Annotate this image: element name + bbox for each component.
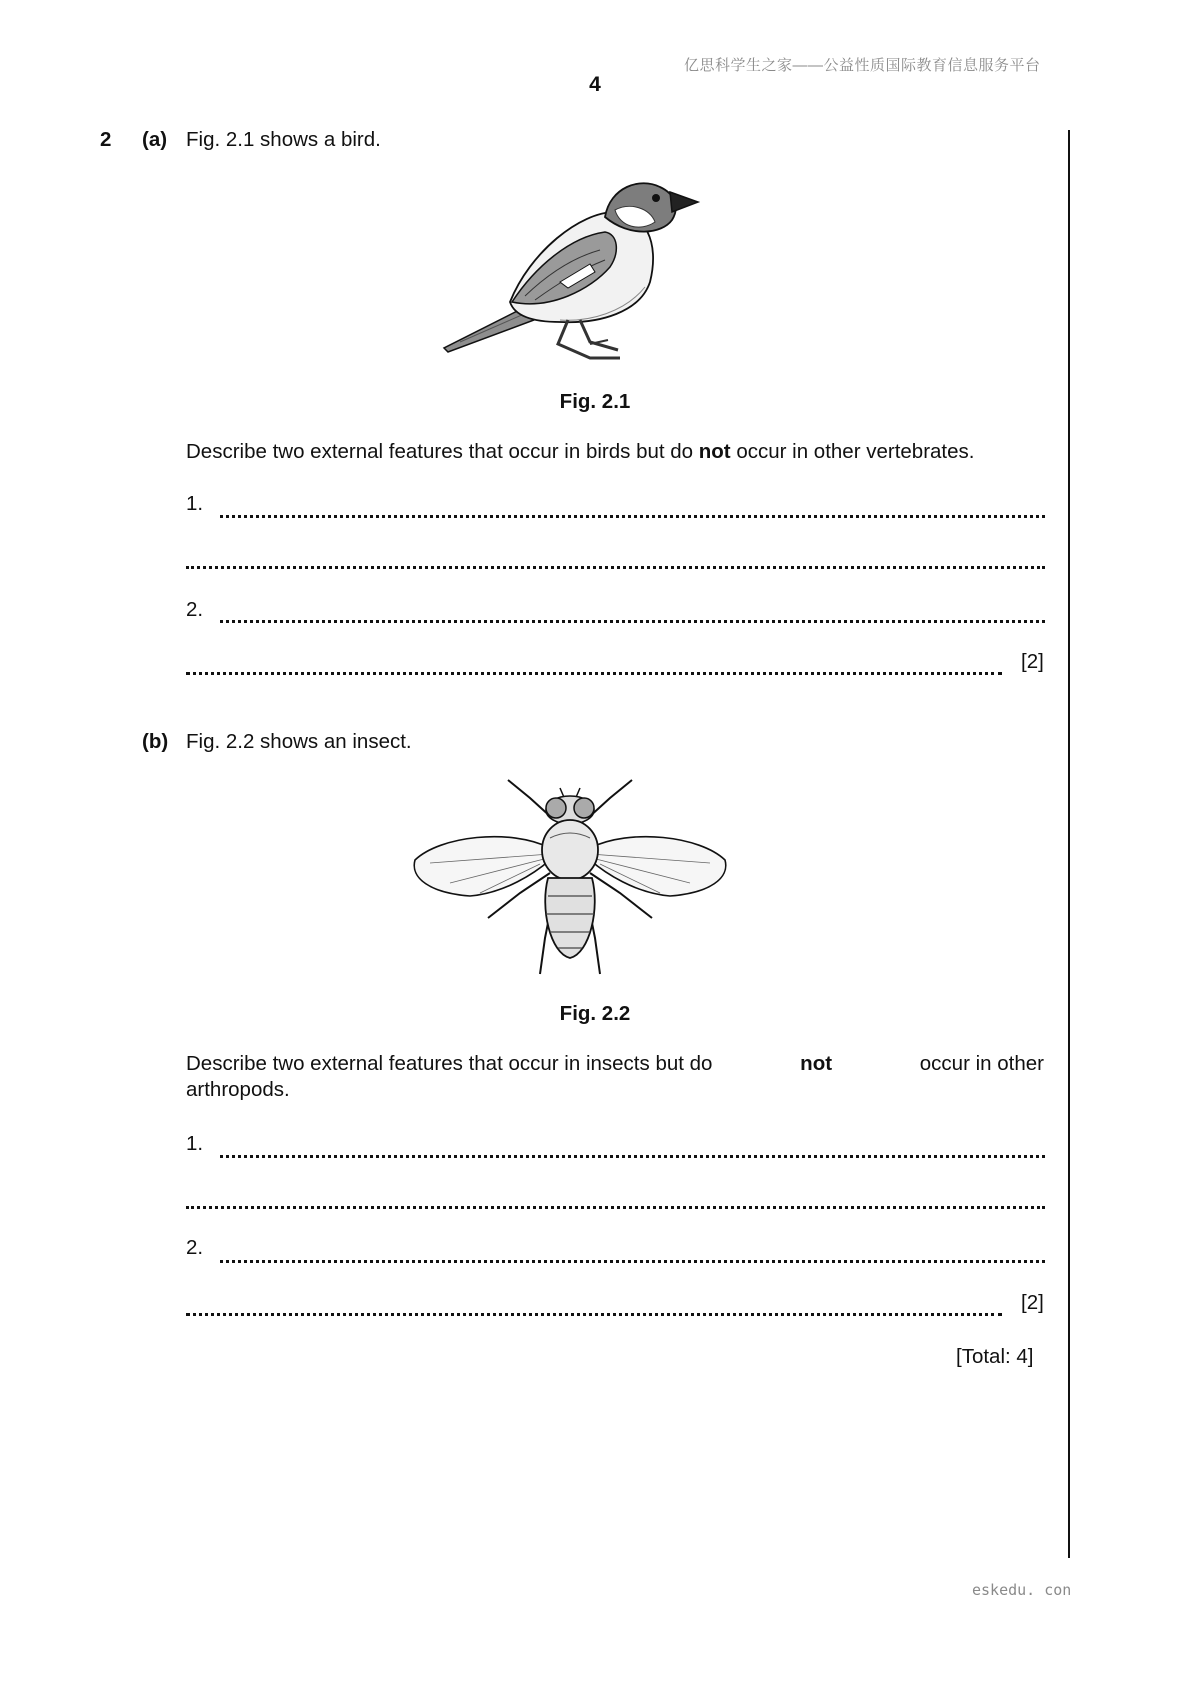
part-b-answer-line-3[interactable] xyxy=(220,1260,1045,1263)
part-b-prompt-line-2: arthropods. xyxy=(186,1078,290,1101)
part-b-answer-2-label: 2. xyxy=(186,1236,204,1259)
watermark-text: 亿思科学生之家——公益性质国际教育信息服务平台 xyxy=(684,57,1041,74)
footer-site: eskedu. con xyxy=(972,1581,1072,1599)
margin-rule xyxy=(1068,130,1070,1558)
page-number: 4 xyxy=(589,73,601,96)
part-b-prompt: Describe two external features that occur in insects but do not occur in other xyxy=(186,1052,1044,1075)
insect-illustration xyxy=(410,778,730,978)
bird-illustration xyxy=(440,172,710,372)
part-a-intro: Fig. 2.1 shows a bird. xyxy=(186,128,381,151)
part-a-answer-line-1[interactable] xyxy=(220,515,1045,518)
part-a-answer-line-2[interactable] xyxy=(186,566,1045,569)
part-b-intro: Fig. 2.2 shows an insect. xyxy=(186,730,412,753)
part-b-answer-1-label: 1. xyxy=(186,1132,204,1155)
figure-2-2-caption: Fig. 2.2 xyxy=(559,1002,631,1025)
part-a-prompt: Describe two external features that occur in birds but do not occur in other vertebrates. xyxy=(186,440,975,463)
part-b-marks: [2] xyxy=(1021,1291,1044,1314)
part-a-answer-2-label: 2. xyxy=(186,598,204,621)
part-b-answer-line-2[interactable] xyxy=(186,1206,1045,1209)
part-a-label: (a) xyxy=(142,128,168,151)
total-marks: [Total: 4] xyxy=(956,1345,1034,1368)
part-b-answer-line-1[interactable] xyxy=(220,1155,1045,1158)
part-a-answer-line-3[interactable] xyxy=(220,620,1045,623)
question-number: 2 xyxy=(100,128,112,151)
part-a-marks: [2] xyxy=(1021,650,1044,673)
part-a-answer-1-label: 1. xyxy=(186,492,204,515)
part-b-label: (b) xyxy=(142,730,169,753)
part-b-answer-line-4[interactable] xyxy=(186,1313,1002,1316)
part-a-answer-line-4[interactable] xyxy=(186,672,1002,675)
figure-2-1-caption: Fig. 2.1 xyxy=(559,390,631,413)
